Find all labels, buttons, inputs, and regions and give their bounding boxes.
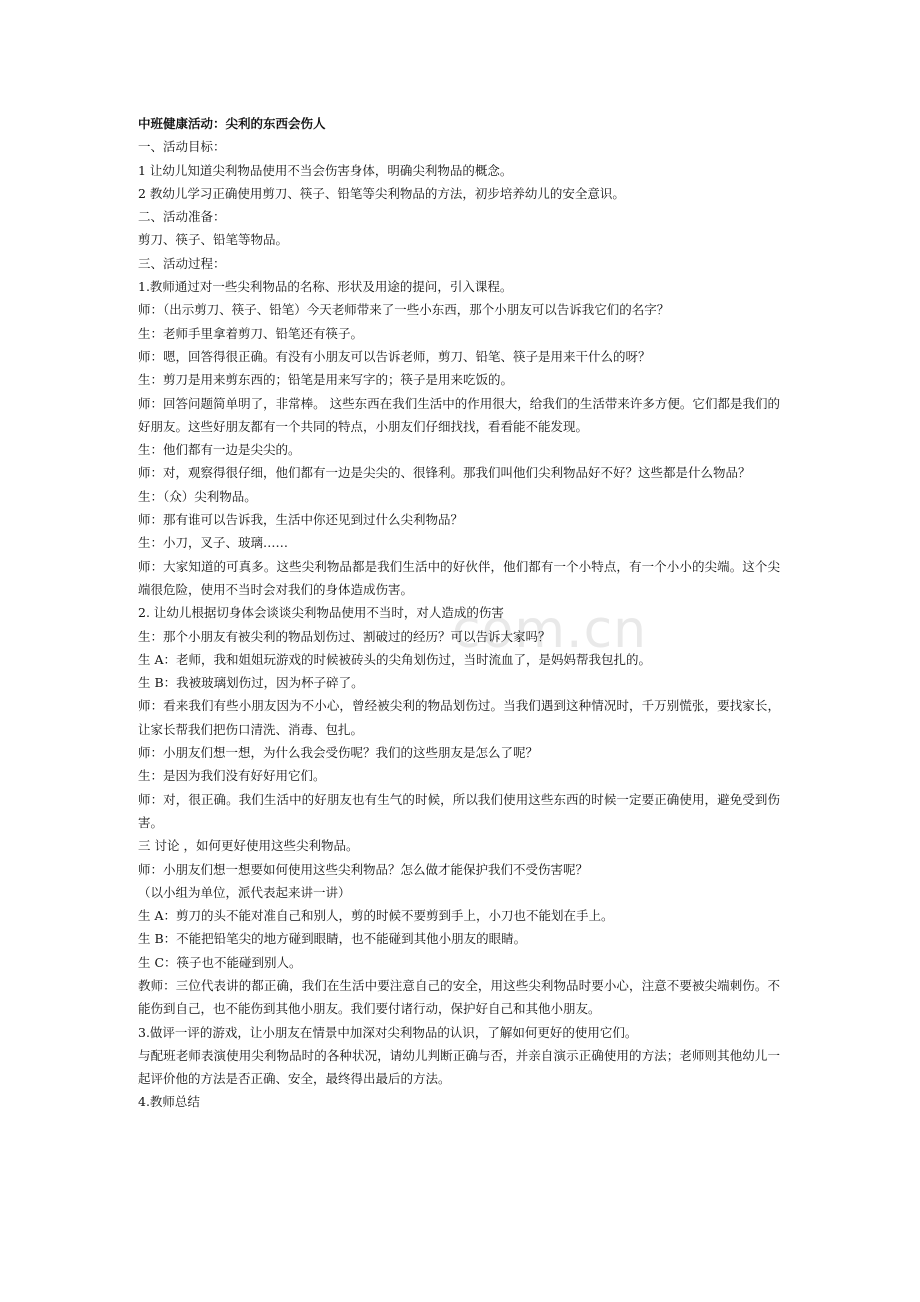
dialogue-line: 生：他们都有一边是尖尖的。 bbox=[138, 442, 301, 458]
dialogue-line: 生 C：筷子也不能碰到别人。 bbox=[138, 954, 302, 970]
dialogue-paragraph: 师：对，观察得很仔细，他们都有一边是尖尖的、很锋利。那我们叫他们尖利物品好不好？这些都是什么物品？ bbox=[138, 465, 751, 481]
section-heading-process: 三、活动过程： bbox=[138, 255, 226, 271]
goal-item-2: 2 教幼儿学习正确使用剪刀、筷子、铅笔等尖利物品的方法，初步培养幼儿的安全意识。 bbox=[138, 185, 625, 201]
dialogue-line: 生 B：不能把铅笔尖的地方碰到眼睛，也不能碰到其他小朋友的眼睛。 bbox=[138, 931, 527, 947]
dialogue-paragraph: 教师：三位代表讲的都正确，我们在生活中要注意自己的安全，用这些尖利物品时要小心，注意不要被尖端刺伤。不能伤到自己，也不能伤到其他小朋友。我们要付诸行动，保护好自己和其他小朋友。 bbox=[138, 977, 780, 1017]
dialogue-line: 师：小朋友们想一想，为什么我会受伤呢？我们的这些朋友是怎么了呢？ bbox=[138, 745, 539, 761]
watermark: com.cn bbox=[452, 600, 648, 660]
step-4-heading: 4.教师总结 bbox=[138, 1094, 200, 1110]
section-heading-goals: 一、活动目标： bbox=[138, 139, 226, 155]
dialogue-line: （以小组为单位，派代表起来讲一讲） bbox=[138, 884, 351, 900]
dialogue-paragraph: 师：看来我们有些小朋友因为不小心，曾经被尖利的物品划伤过。当我们遇到这种情况时，千万别慌张，要找家长，让家长帮我们把伤口清洗、消毒、包扎。 bbox=[138, 698, 780, 737]
document-body bbox=[138, 112, 780, 1114]
document-title: 中班健康活动：尖利的东西会伤人 bbox=[138, 116, 326, 131]
dialogue-line: 生：小刀，叉子、玻璃…… bbox=[138, 535, 289, 551]
dialogue-line: 生：那个小朋友有被尖利的物品划伤过、割破过的经历？可以告诉大家吗？ bbox=[138, 628, 551, 644]
step-3-heading: 3.做评一评的游戏，让小朋友在情景中加深对尖利物品的认识，了解如何更好的使用它们。 bbox=[138, 1024, 638, 1040]
dialogue-line: 师：那有谁可以告诉我，生活中你还见到过什么尖利物品？ bbox=[138, 512, 464, 528]
dialogue-line: 生：是因为我们没有好好用它们。 bbox=[138, 768, 326, 784]
dialogue-line: 生：剪刀是用来剪东西的；铅笔是用来写字的；筷子是用来吃饭的。 bbox=[138, 372, 514, 388]
dialogue-line: 生：老师手里拿着剪刀、铅笔还有筷子。 bbox=[138, 325, 364, 341]
dialogue-paragraph: 师：回答问题简单明了，非常棒。 这些东西在我们生活中的作用很大，给我们的生活带来许多方便。它们都是我们的好朋友。这些好朋友都有一个共同的特点，小朋友们仔细找找，看看能不能发现。 bbox=[138, 395, 780, 434]
step-3-paragraph: 与配班老师表演使用尖利物品时的各种状况，请幼儿判断正确与否，并亲自演示正确使用的方法；老师则其他幼儿一起评价他的方法是否正确、安全，最终得出最后的方法。 bbox=[138, 1047, 780, 1087]
step-1-heading: 1.教师通过对一些尖利物品的名称、形状及用途的提问，引入课程。 bbox=[138, 279, 513, 295]
dialogue-paragraph: 师：大家知道的可真多。这些尖利物品都是我们生活中的好伙伴，他们都有一个小特点，有一个小小的尖端。这个尖端很危险，使用不当时会对我们的身体造成伤害。 bbox=[138, 558, 780, 597]
dialogue-line: 生 A：剪刀的头不能对准自己和别人，剪的时候不要剪到手上，小刀也不能划在手上。 bbox=[138, 908, 614, 924]
dialogue-line: 师：（出示剪刀、筷子、铅笔）今天老师带来了一些小东西，那个小朋友可以告诉我它们的名字？ bbox=[138, 302, 670, 318]
dialogue-paragraph: 师：对，很正确。我们生活中的好朋友也有生气的时候，所以我们使用这些东西的时候一定要正确使用，避免受到伤害。 bbox=[138, 791, 780, 830]
dialogue-line: 生 A：老师，我和姐姐玩游戏的时候被砖头的尖角划伤过，当时流血了，是妈妈帮我包扎的。 bbox=[138, 651, 652, 667]
section-heading-discussion: 三 讨论 ，如何更好使用这些尖利物品。 bbox=[138, 838, 359, 854]
step-2-heading: 2. 让幼儿根据切身体会谈谈尖利物品使用不当时，对人造成的伤害 bbox=[138, 605, 504, 621]
goal-item-1: 1 让幼儿知道尖利物品使用不当会伤害身体，明确尖利物品的概念。 bbox=[138, 162, 513, 178]
preparation-text: 剪刀、筷子、铅笔等物品。 bbox=[138, 232, 289, 248]
section-heading-preparation: 二、活动准备： bbox=[138, 209, 226, 225]
dialogue-line: 生 B：我被玻璃划伤过，因为杯子碎了。 bbox=[138, 675, 364, 691]
dialogue-line: 生：（众）尖利物品。 bbox=[138, 488, 257, 504]
dialogue-line: 师：嗯，回答得很正确。有没有小朋友可以告诉老师，剪刀、铅笔、筷子是用来干什么的呀？ bbox=[138, 348, 651, 364]
dialogue-line: 师：小朋友们想一想要如何使用这些尖利物品？怎么做才能保护我们不受伤害呢？ bbox=[138, 861, 589, 877]
